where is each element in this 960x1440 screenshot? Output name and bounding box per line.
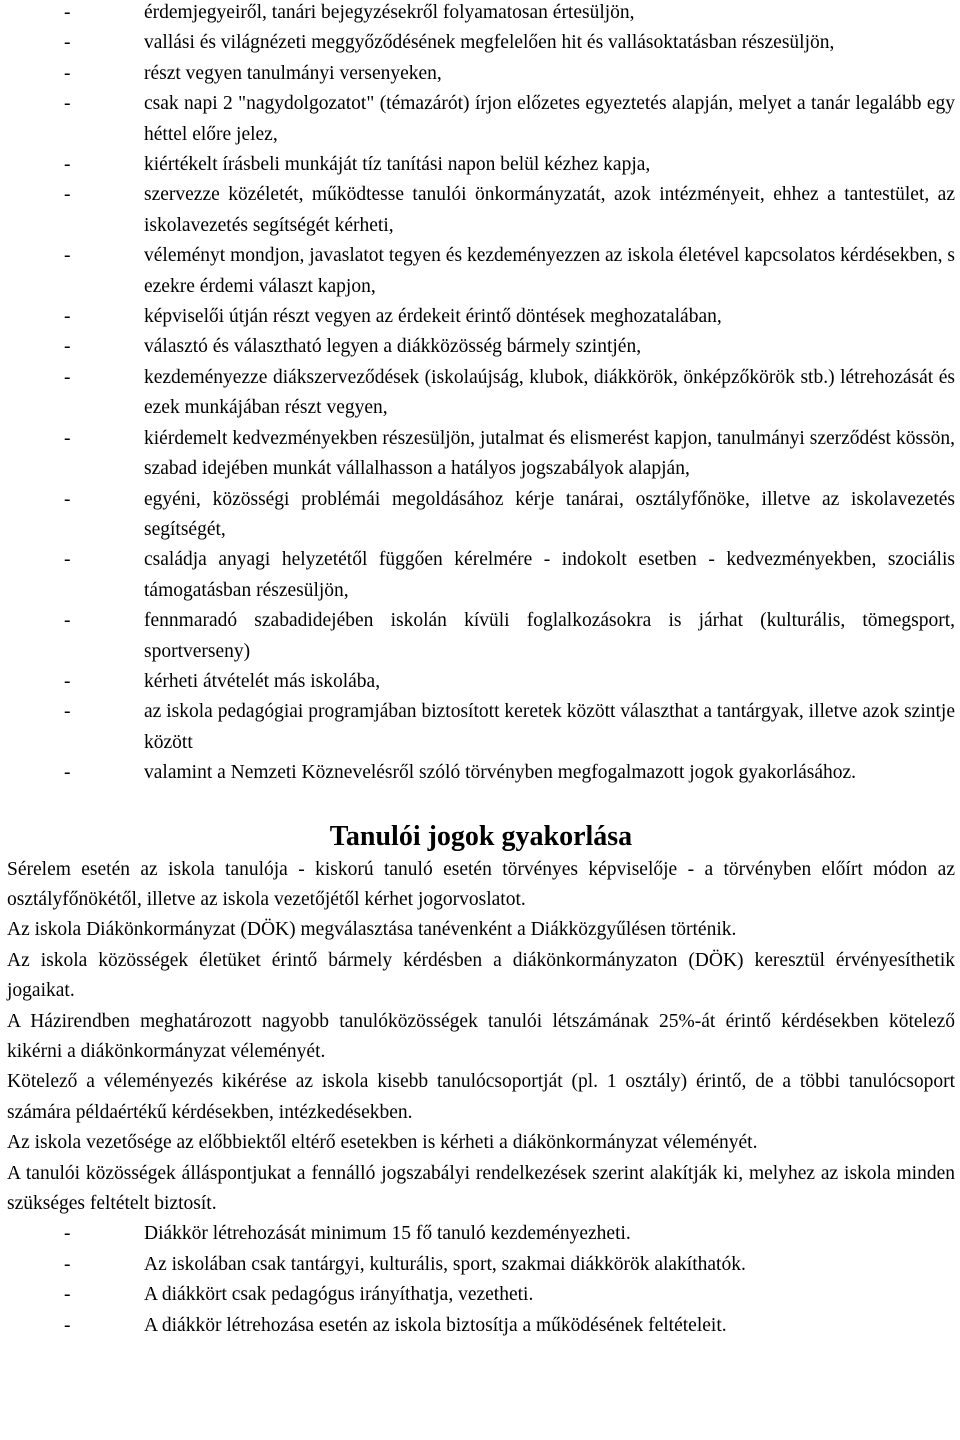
document-page <box>7 0 955 1341</box>
list-item-text: Az iskolában csak tantárgyi, kulturális, sport, szakmai diákkörök alakíthatók. <box>144 1253 746 1275</box>
list-item-text: A diákkört csak pedagógus irányíthatja, vezetheti. <box>144 1284 534 1306</box>
list-dash-marker: - <box>64 488 71 510</box>
paragraph: Az iskola vezetősége az előbbiektől eltérő esetekben is kérheti a diákönkormányzat véleményét. <box>7 1132 758 1154</box>
list-item <box>7 150 955 180</box>
paragraph: A Házirendben meghatározott nagyobb tanulóközösségek tanulói létszámának 25%-át érintő kérdésekben kötelező kikérni a diákönkormányzat véleményét. <box>7 1010 955 1062</box>
list-item <box>7 545 955 606</box>
list-item-text: érdemjegyeiről, tanári bejegyzésekről folyamatosan értesüljön, <box>144 2 635 23</box>
list-item <box>7 89 955 150</box>
list-item-text: részt vegyen tanulmányi versenyeken, <box>144 62 442 84</box>
list-item <box>7 1311 955 1341</box>
list-item <box>7 1219 955 1249</box>
list-item <box>7 758 955 788</box>
list-item <box>7 302 955 332</box>
list-item <box>7 697 955 758</box>
student-circle-list <box>7 1219 955 1341</box>
list-dash-marker: - <box>64 32 71 54</box>
list-item-text: kiértékelt írásbeli munkáját tíz tanítási napon belül kézhez kapja, <box>144 154 651 176</box>
list-item-text: az iskola pedagógiai programjában biztosított keretek között választhat a tantárgyak, illetve azok szintje között <box>144 701 955 753</box>
list-item <box>7 667 955 697</box>
list-dash-marker: - <box>64 62 71 84</box>
paragraph: Kötelező a véleményezés kikérése az iskola kisebb tanulócsoportját (pl. 1 osztály) érintő, de a többi tanulócsoport számára példaértékű kérdésekben, intézkedésekben. <box>7 1071 955 1123</box>
list-item <box>7 1280 955 1310</box>
list-dash-marker: - <box>64 670 71 692</box>
list-dash-marker: - <box>64 762 71 784</box>
list-item-text: szervezze közéletét, működtesse tanulói önkormányzatát, azok intézményeit, ehhez a tantestület, az iskolavezetés segítségét kérheti, <box>144 184 955 236</box>
list-dash-marker: - <box>64 184 71 206</box>
list-item <box>7 424 955 485</box>
list-item-text: vallási és világnézeti meggyőződésének megfelelően hit és vallásoktatásban részesüljön, <box>144 32 835 54</box>
list-item-text: Diákkör létrehozását minimum 15 fő tanuló kezdeményezheti. <box>144 1223 631 1245</box>
list-item-text: A diákkör létrehozása esetén az iskola biztosítja a működésének feltételeit. <box>144 1314 727 1336</box>
list-dash-marker: - <box>64 701 71 723</box>
list-dash-marker: - <box>64 1314 71 1336</box>
list-dash-marker: - <box>64 1253 71 1275</box>
list-item-text: családja anyagi helyzetétől függően kérelmére - indokolt esetben - kedvezményekben, szociális támogatásban részesüljön, <box>144 549 955 601</box>
list-item-text: véleményt mondjon, javaslatot tegyen és kezdeményezzen az iskola életével kapcsolatos kérdésekben, s ezekre érdemi választ kapjon, <box>144 245 955 297</box>
list-dash-marker: - <box>64 1223 71 1245</box>
list-item <box>7 332 955 362</box>
list-item-text: fennmaradó szabadidejében iskolán kívüli foglalkozásokra is járhat (kulturális, tömegsport, sportverseny) <box>144 610 955 662</box>
list-item-text: kiérdemelt kedvezményekben részesüljön, jutalmat és elismerést kapjon, tanulmányi szerződést kössön, szabad idejében munkát vállalhasson a hatályos jogszabályok alapján, <box>144 427 955 480</box>
list-item-text: egyéni, közösségi problémái megoldásához kérje tanárai, osztályfőnöke, illetve az iskolavezetés segítségét, <box>144 488 955 540</box>
list-dash-marker: - <box>64 610 71 632</box>
list-dash-marker: - <box>64 93 71 115</box>
list-item <box>7 485 955 546</box>
list-item <box>7 1250 955 1280</box>
paragraph: Az iskola Diákönkormányzat (DÖK) megválasztása tanévenként a Diákközgyűlésen történik. <box>7 919 737 941</box>
list-dash-marker: - <box>64 427 71 449</box>
list-item <box>7 241 955 302</box>
list-dash-marker: - <box>64 2 71 23</box>
paragraph-block <box>7 855 955 1220</box>
list-item-text: valamint a Nemzeti Köznevelésről szóló törvényben megfogalmazott jogok gyakorlásához. <box>144 762 857 784</box>
list-item <box>7 28 955 58</box>
list-item <box>7 363 955 424</box>
paragraph: Sérelem esetén az iskola tanulója - kiskorú tanuló esetén törvényes képviselője - a törvényben előírt módon az osztályfőnökétől, illetve az iskola vezetőjétől kérhet jogorvoslatot. <box>7 858 955 910</box>
list-dash-marker: - <box>64 245 71 267</box>
list-item-text: kezdeményezze diákszerveződések (iskolaújság, klubok, diákkörök, önképzőkörök stb.) létrehozását és ezek munkájában részt vegyen, <box>144 366 955 419</box>
list-dash-marker: - <box>64 336 71 358</box>
list-dash-marker: - <box>64 549 71 571</box>
list-item-text: csak napi 2 "nagydolgozatot" (témazárót) írjon előzetes egyeztetés alapján, melyet a tanár legalább egy héttel előre jelez, <box>144 93 955 145</box>
paragraph: A tanulói közösségek álláspontjukat a fennálló jogszabályi rendelkezések szerint alakítják ki, melyhez az iskola minden szükséges feltételt biztosít. <box>7 1162 955 1215</box>
list-item-text: kérheti átvételét más iskolába, <box>144 670 381 692</box>
section-title: Tanulói jogok gyakorlása <box>329 820 633 852</box>
list-dash-marker: - <box>64 154 71 176</box>
student-rights-list <box>7 0 955 789</box>
list-item <box>7 59 955 89</box>
list-dash-marker: - <box>64 1284 71 1306</box>
list-item <box>7 180 955 241</box>
list-item-text: képviselői útján részt vegyen az érdekeit érintő döntések meghozatalában, <box>144 306 722 328</box>
list-dash-marker: - <box>64 306 71 328</box>
list-item <box>7 0 955 28</box>
paragraph: Az iskola közösségek életüket érintő bármely kérdésben a diákönkormányzaton (DÖK) keresztül érvényesíthetik jogaikat. <box>7 949 955 1002</box>
list-dash-marker: - <box>64 366 71 388</box>
list-item <box>7 606 955 667</box>
list-item-text: választó és választható legyen a diákközösség bármely szintjén, <box>144 336 642 358</box>
